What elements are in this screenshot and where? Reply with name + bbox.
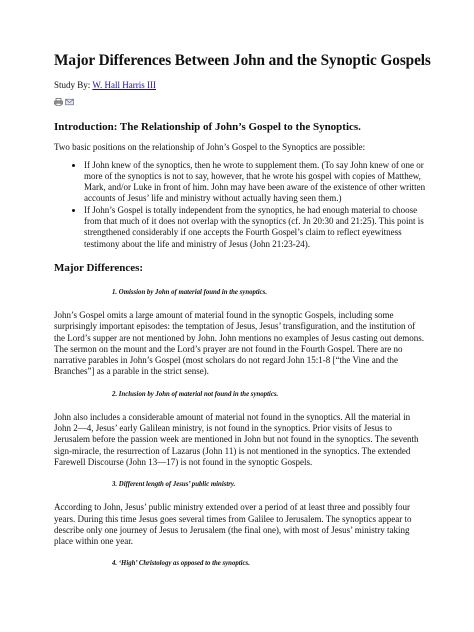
- section-heading: 2. Inclusion by John of material not found in the synoptics.: [112, 390, 279, 398]
- toolbar: [54, 93, 426, 103]
- page-title: Major Differences Between John and the Synoptic Gospels: [54, 52, 431, 69]
- intro-heading: Introduction: The Relationship of John’s Gospel to the Synoptics.: [54, 121, 361, 134]
- section-heading: 3. Different length of Jesus’ public ministry.: [112, 481, 236, 489]
- positions-list: [54, 160, 426, 250]
- print-icon[interactable]: [54, 93, 63, 101]
- list-item: • If John’s Gospel is totally independent from the synoptics, he had enough material to choose from that much of it does not overlap with the synoptics (cf. Jn 20:30 and 21:25). This point is strengthened considerably if one accepts the Fourth Gospel’s claim to reflect eyewitness testimony about the life and ministry of Jesus (John 21:23-24).: [84, 205, 426, 250]
- major-differences-heading: Major Differences:: [54, 261, 144, 274]
- byline-label: Study By:: [54, 80, 91, 90]
- section-heading: 1. Omission by John of material found in the synoptics.: [112, 288, 268, 296]
- section-heading: 4. ‘High’ Christology as opposed to the synoptics.: [112, 560, 250, 568]
- email-icon[interactable]: [65, 93, 74, 101]
- section-paragraph: According to John, Jesus’ public ministry extended over a period of at least three and possibly four years. During this time Jesus goes several times from Galilee to Jerusalem. The synoptics appear to describe only one journey of Jesus to Jerusalem (the final one), with most of Jesus’ ministry taking place within one year.: [54, 502, 412, 547]
- author-link[interactable]: W. Hall Harris III: [92, 80, 157, 90]
- section-paragraph: John’s Gospel omits a large amount of material found in the synoptic Gospels, including some surprisingly important episodes: the temptation of Jesus, Jesus’ transfiguration, and the institution of the Lord’s supper are not mentioned by John. John mentions no examples of Jesus casting out demons. The sermon on the mount and the Lord’s prayer are not found in the Fourth Gospel. There are no narrative parables in John’s Gospel (most scholars do not regard John 15:1-8 [“the Vine and the Branches”] as a parable in the strict sense).: [54, 309, 424, 377]
- list-item: • If John knew of the synoptics, then he wrote to supplement them. (To say John knew of one or more of the synoptics is not to say, however, that he wrote his gospel with copies of Matthew, Mark, and/or Luke in front of him. John may have been aware of the existence of other written accounts of Jesus’ life and ministry without actually having seen them.): [84, 160, 426, 205]
- section-paragraph: John also includes a considerable amount of material not found in the synoptics. All the material in John 2—4, Jesus’ early Galilean ministry, is not found in the synoptics. Prior visits of Jesus to Jerusalem before the passion week are mentioned in John but not found in the synoptics. The seventh sign-miracle, the resurrection of Lazarus (John 11) is not mentioned in the synoptics. The extended Farewell Discourse (John 13—17) is not found in the synoptic Gospels.: [54, 411, 419, 467]
- byline: [54, 80, 426, 91]
- intro-text: Two basic positions on the relationship of John’s Gospel to the Synoptics are possible:: [54, 142, 366, 153]
